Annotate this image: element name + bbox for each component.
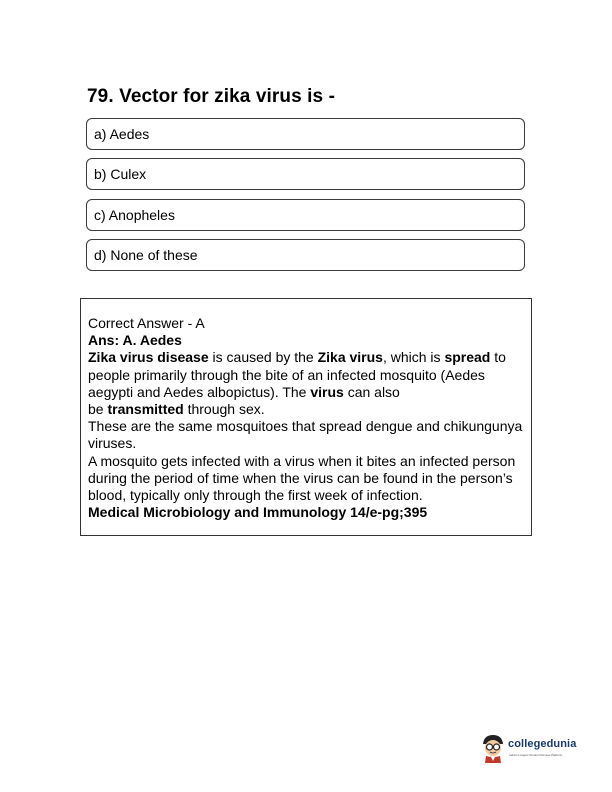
text-run: , which is <box>382 349 445 366</box>
text-run: is caused by the <box>208 349 318 366</box>
mosquito-note: These are the same mosquitoes that spread dengue and chikungunya viruses. <box>88 418 523 452</box>
text-run: to people primarily through the bite of an infected mosquito (Aedes aegypti and Aedes albopictus). The <box>88 349 506 400</box>
answer-explanation-box <box>80 298 532 536</box>
text-run: can also <box>343 383 400 400</box>
transmitted-term: transmitted <box>107 401 184 418</box>
option-b[interactable]: b) Culex <box>86 158 525 190</box>
key-term: virus <box>310 383 344 400</box>
ans-line: Ans: A. Aedes <box>88 332 182 349</box>
correct-answer-line: Correct Answer - A <box>88 315 205 331</box>
question-title: 79. Vector for zika virus is - <box>87 86 335 107</box>
option-c[interactable]: c) Anopheles <box>86 199 525 231</box>
option-d[interactable]: d) None of these <box>86 239 525 271</box>
key-term: Zika virus disease <box>88 349 209 366</box>
transmission-suffix: through sex. <box>183 401 265 418</box>
reference-line: Medical Microbiology and Immunology 14/e-pg;395 <box>88 504 428 521</box>
option-a[interactable]: a) Aedes <box>86 118 525 150</box>
transmission-prefix: be <box>88 401 108 418</box>
logo-wordmark: collegedunia <box>508 738 577 750</box>
mascot-icon <box>480 733 506 763</box>
key-term: Zika virus <box>317 349 383 366</box>
explanation-paragraph <box>88 349 523 401</box>
logo-tagline: India's Largest Student Review Platform <box>509 753 563 757</box>
infection-note: A mosquito gets infected with a virus when it bites an infected person during the period of time when the virus can be found in the person’s blood, typically only through the first week of infection. <box>88 452 516 504</box>
transmission-line <box>88 401 523 418</box>
collegedunia-logo <box>480 732 584 764</box>
key-term: spread <box>444 349 491 366</box>
